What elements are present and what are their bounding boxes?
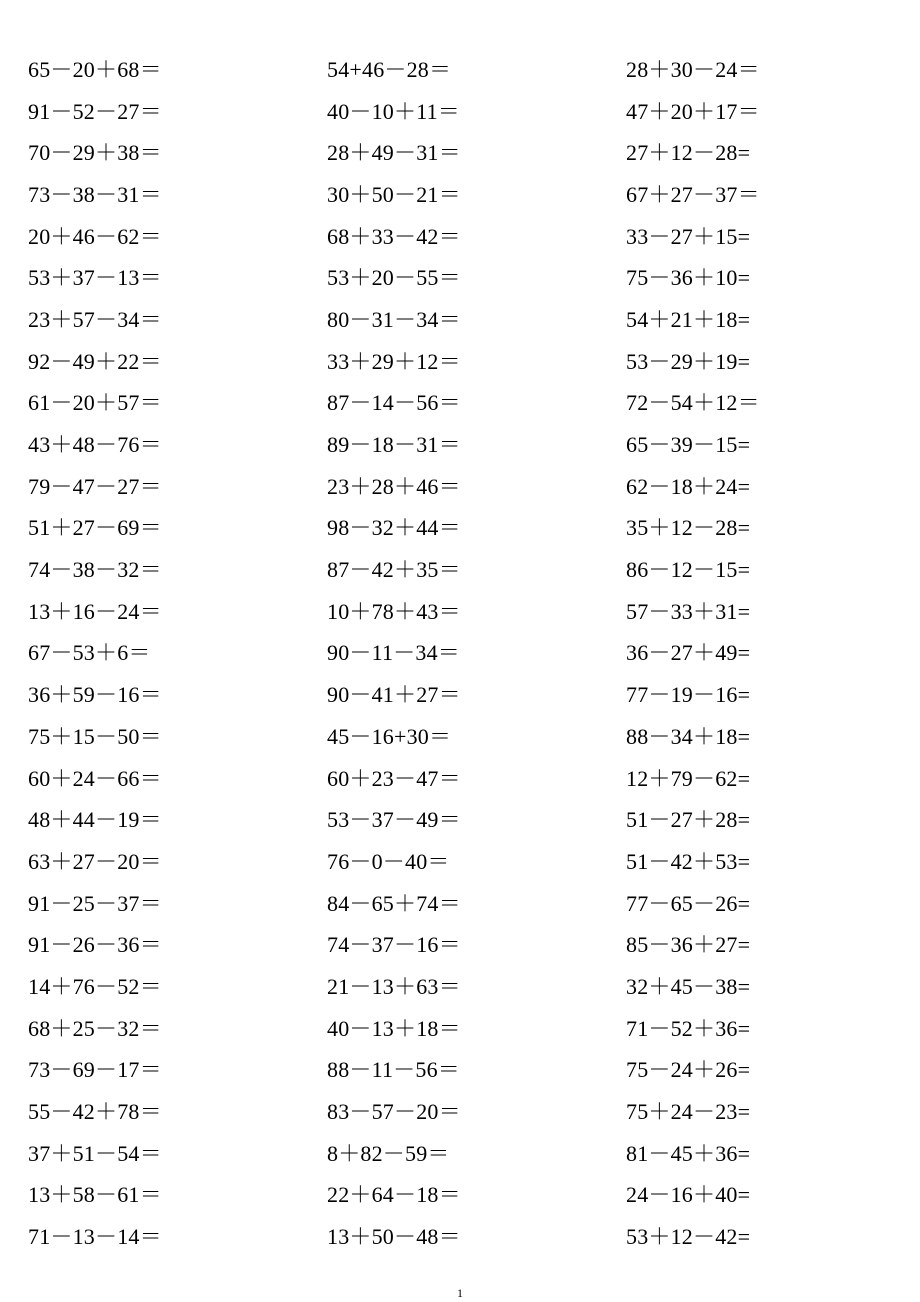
arithmetic-problem: 22＋64－18＝ xyxy=(327,1182,461,1208)
arithmetic-problem: 51＋27－69＝ xyxy=(28,515,162,541)
problem-row xyxy=(28,841,898,883)
problem-row xyxy=(28,758,898,800)
arithmetic-problem: 53＋12－42= xyxy=(626,1224,751,1250)
arithmetic-problem: 24－16＋40= xyxy=(626,1182,751,1208)
arithmetic-problem: 43＋48－76＝ xyxy=(28,432,162,458)
arithmetic-problem: 67＋27－37＝ xyxy=(626,181,760,207)
arithmetic-problem: 48＋44－19＝ xyxy=(28,807,162,833)
arithmetic-problem: 75－36＋10= xyxy=(626,265,751,291)
arithmetic-problem: 62－18＋24= xyxy=(626,473,751,499)
arithmetic-problem: 54+46－28＝ xyxy=(327,56,452,82)
problem-row xyxy=(28,1133,898,1175)
arithmetic-problem: 67－53＋6＝ xyxy=(28,640,151,666)
arithmetic-problem: 21－13＋63＝ xyxy=(327,973,461,999)
arithmetic-problem: 91－25－37＝ xyxy=(28,890,162,916)
arithmetic-problem: 80－31－34＝ xyxy=(327,306,461,332)
arithmetic-problem: 65－39－15= xyxy=(626,432,751,458)
problem-row xyxy=(28,716,898,758)
arithmetic-problem: 77－65－26= xyxy=(626,890,751,916)
arithmetic-problem: 10＋78＋43＝ xyxy=(327,598,461,624)
arithmetic-problem: 40－13＋18＝ xyxy=(327,1015,461,1041)
arithmetic-problem: 87－42＋35＝ xyxy=(327,557,461,583)
arithmetic-problem: 73－69－17＝ xyxy=(28,1057,162,1083)
arithmetic-problem: 90－11－34＝ xyxy=(327,640,460,666)
arithmetic-problem: 60＋23－47＝ xyxy=(327,765,461,791)
arithmetic-problem: 85－36＋27= xyxy=(626,932,751,958)
arithmetic-problem: 89－18－31＝ xyxy=(327,432,461,458)
problem-row xyxy=(28,883,898,925)
arithmetic-problem: 27＋12－28= xyxy=(626,140,751,166)
problem-row xyxy=(28,633,898,675)
arithmetic-problem: 88－11－56＝ xyxy=(327,1057,460,1083)
arithmetic-problem: 28＋49－31＝ xyxy=(327,140,461,166)
arithmetic-problem: 98－32＋44＝ xyxy=(327,515,461,541)
arithmetic-problem: 47＋20＋17＝ xyxy=(626,98,760,124)
arithmetic-problem: 33－27＋15= xyxy=(626,223,751,249)
arithmetic-problem: 12＋79－62= xyxy=(626,765,751,791)
arithmetic-problem: 74－38－32＝ xyxy=(28,557,162,583)
arithmetic-problem: 37＋51－54＝ xyxy=(28,1140,162,1166)
arithmetic-problem: 57－33＋31= xyxy=(626,598,751,624)
arithmetic-problem: 33＋29＋12＝ xyxy=(327,348,461,374)
problem-row xyxy=(28,383,898,425)
arithmetic-problem: 92－49＋22＝ xyxy=(28,348,162,374)
arithmetic-problem: 36－27＋49= xyxy=(626,640,751,666)
arithmetic-problem: 90－41＋27＝ xyxy=(327,682,461,708)
problem-row xyxy=(28,549,898,591)
problem-row xyxy=(28,91,898,133)
arithmetic-problem: 32＋45－38= xyxy=(626,973,751,999)
arithmetic-problem: 75＋24－23= xyxy=(626,1099,751,1125)
problem-row xyxy=(28,1008,898,1050)
problem-row xyxy=(28,424,898,466)
arithmetic-problem: 79－47－27＝ xyxy=(28,473,162,499)
arithmetic-problem: 68＋33－42＝ xyxy=(327,223,461,249)
arithmetic-problem: 70－29＋38＝ xyxy=(28,140,162,166)
problem-row xyxy=(28,1216,898,1258)
problem-row xyxy=(28,341,898,383)
arithmetic-problem: 53＋37－13＝ xyxy=(28,265,162,291)
arithmetic-problem: 76－0－40＝ xyxy=(327,848,450,874)
problem-row xyxy=(28,466,898,508)
problem-row xyxy=(28,216,898,258)
arithmetic-problem: 65－20＋68＝ xyxy=(28,56,162,82)
problem-row xyxy=(28,799,898,841)
arithmetic-problem: 75＋15－50＝ xyxy=(28,723,162,749)
problem-row xyxy=(28,1175,898,1217)
problem-row xyxy=(28,966,898,1008)
arithmetic-problem: 68＋25－32＝ xyxy=(28,1015,162,1041)
arithmetic-problem: 8＋82－59＝ xyxy=(327,1140,450,1166)
arithmetic-problem: 28＋30－24＝ xyxy=(626,56,760,82)
arithmetic-problem: 53－37－49＝ xyxy=(327,807,461,833)
arithmetic-problem: 63＋27－20＝ xyxy=(28,848,162,874)
arithmetic-problem: 20＋46－62＝ xyxy=(28,223,162,249)
arithmetic-problem: 81－45＋36= xyxy=(626,1140,751,1166)
arithmetic-problem: 30＋50－21＝ xyxy=(327,181,461,207)
problem-row xyxy=(28,591,898,633)
problem-grid xyxy=(28,49,898,1258)
page-number: 1 xyxy=(457,1286,463,1300)
arithmetic-problem: 13＋16－24＝ xyxy=(28,598,162,624)
problem-row xyxy=(28,49,898,91)
arithmetic-problem: 14＋76－52＝ xyxy=(28,973,162,999)
arithmetic-problem: 84－65＋74＝ xyxy=(327,890,461,916)
arithmetic-problem: 45－16+30＝ xyxy=(327,723,452,749)
arithmetic-problem: 83－57－20＝ xyxy=(327,1099,461,1125)
problem-row xyxy=(28,674,898,716)
problem-row xyxy=(28,1091,898,1133)
problem-row xyxy=(28,1050,898,1092)
arithmetic-problem: 91－26－36＝ xyxy=(28,932,162,958)
arithmetic-problem: 88－34＋18= xyxy=(626,723,751,749)
arithmetic-problem: 13＋58－61＝ xyxy=(28,1182,162,1208)
arithmetic-problem: 87－14－56＝ xyxy=(327,390,461,416)
arithmetic-problem: 53＋20－55＝ xyxy=(327,265,461,291)
arithmetic-problem: 51－42＋53= xyxy=(626,848,751,874)
arithmetic-problem: 73－38－31＝ xyxy=(28,181,162,207)
problem-row xyxy=(28,132,898,174)
arithmetic-problem: 60＋24－66＝ xyxy=(28,765,162,791)
arithmetic-problem: 40－10＋11＝ xyxy=(327,98,460,124)
arithmetic-problem: 61－20＋57＝ xyxy=(28,390,162,416)
arithmetic-problem: 53－29＋19= xyxy=(626,348,751,374)
arithmetic-problem: 36＋59－16＝ xyxy=(28,682,162,708)
arithmetic-problem: 54＋21＋18= xyxy=(626,306,751,332)
problem-row xyxy=(28,174,898,216)
arithmetic-problem: 71－13－14＝ xyxy=(28,1224,162,1250)
arithmetic-problem: 35＋12－28= xyxy=(626,515,751,541)
arithmetic-problem: 23＋28＋46＝ xyxy=(327,473,461,499)
arithmetic-problem: 23＋57－34＝ xyxy=(28,306,162,332)
arithmetic-problem: 71－52＋36= xyxy=(626,1015,751,1041)
arithmetic-problem: 91－52－27＝ xyxy=(28,98,162,124)
problem-row xyxy=(28,257,898,299)
arithmetic-problem: 51－27＋28= xyxy=(626,807,751,833)
problem-row xyxy=(28,299,898,341)
arithmetic-problem: 74－37－16＝ xyxy=(327,932,461,958)
arithmetic-problem: 86－12－15= xyxy=(626,557,751,583)
problem-row xyxy=(28,924,898,966)
arithmetic-problem: 55－42＋78＝ xyxy=(28,1099,162,1125)
arithmetic-problem: 75－24＋26= xyxy=(626,1057,751,1083)
arithmetic-problem: 72－54＋12＝ xyxy=(626,390,760,416)
arithmetic-problem: 13＋50－48＝ xyxy=(327,1224,461,1250)
problem-row xyxy=(28,508,898,550)
arithmetic-problem: 77－19－16= xyxy=(626,682,751,708)
